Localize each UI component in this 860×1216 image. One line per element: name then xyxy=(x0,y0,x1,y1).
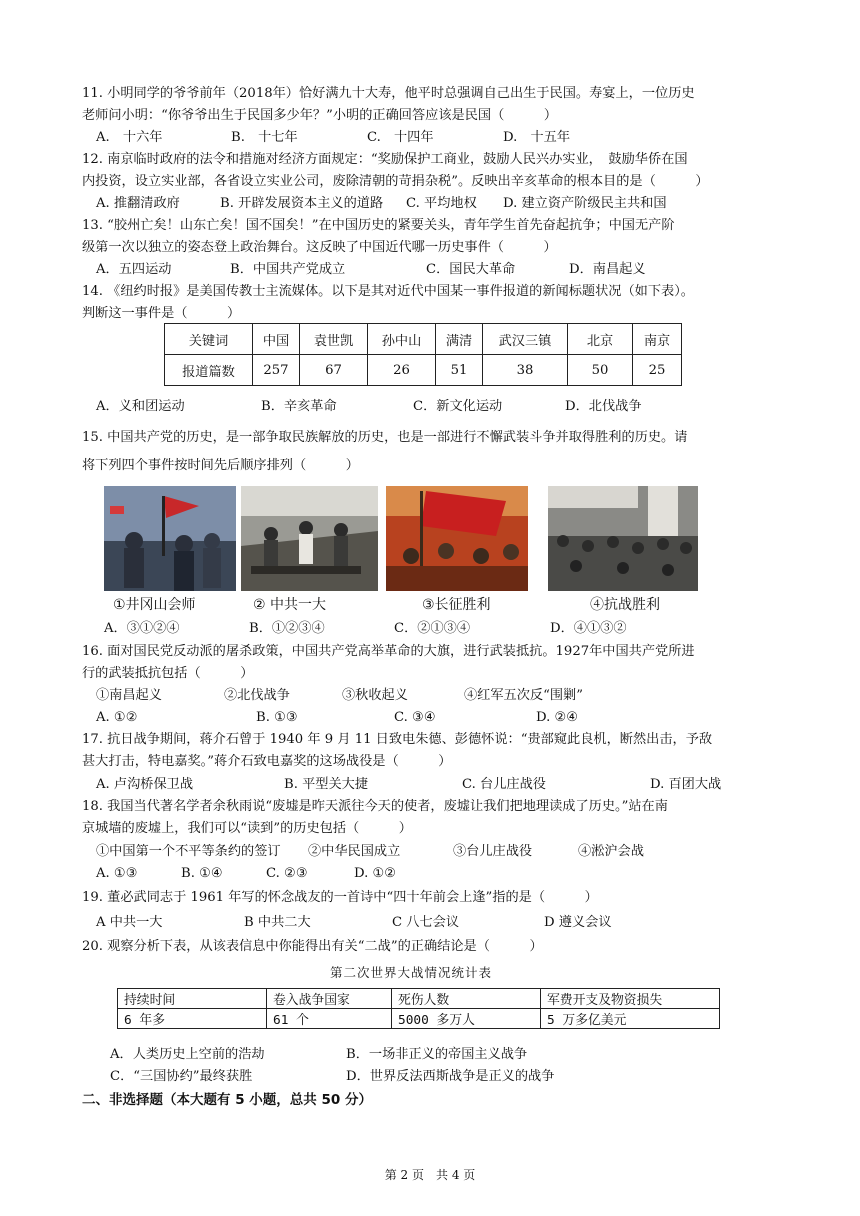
q12-stem-2: 内投资，设立实业部，各省设立实业公司，废除清朝的苛捐杂税”。反映出辛亥革命的根本目的是（ ） xyxy=(82,174,709,189)
q16-items xyxy=(96,686,583,706)
q14-option-b[interactable]: B．辛亥革命 xyxy=(261,399,337,414)
table-cell: 武汉三镇 xyxy=(483,324,568,355)
q20-stem: 20. 观察分析下表，从该表信息中你能得出有关“二战”的正确结论是（ ） xyxy=(82,939,543,954)
q18-option-b[interactable]: B. ①④ xyxy=(181,866,223,881)
q14-stem-2: 判断这一事件是（ ） xyxy=(82,306,241,321)
q16-item: ③秋收起义 xyxy=(342,688,408,703)
table-cell: 25 xyxy=(633,355,682,386)
q18-stem-1: 18. 我国当代著名学者余秋雨说“废墟是昨天派往今天的使者，废墟让我们把地理读成了历史。”站在南 xyxy=(82,799,668,814)
q11-option-a[interactable]: A. 十六年 xyxy=(96,130,163,145)
q19-stem: 19. 董必武同志于 1961 年写的怀念战友的一首诗中“四十年前会上逢”指的是（ ） xyxy=(82,890,598,905)
q16-option-d[interactable]: D. ②④ xyxy=(536,710,579,725)
q12-option-c[interactable]: C. 平均地权 xyxy=(406,196,477,211)
table-cell: 中国 xyxy=(253,324,300,355)
q18-option-d[interactable]: D. ①② xyxy=(354,866,397,881)
q16-option-b[interactable]: B. ①③ xyxy=(256,710,298,725)
q18-items xyxy=(96,842,644,862)
q12-options xyxy=(96,194,667,214)
long-march-victory-image xyxy=(386,486,528,591)
q14-stem-1: 14. 《纽约时报》是美国传教士主流媒体。以下是其对近代中国某一事件报道的新闻标题状况（如下表）。 xyxy=(82,284,694,299)
table-cell: 67 xyxy=(300,355,368,386)
q17-option-b[interactable]: B. 平型关大捷 xyxy=(284,777,369,792)
q14-option-c[interactable]: C．新文化运动 xyxy=(413,399,503,414)
q18-options xyxy=(96,864,396,884)
anti-japanese-victory-image xyxy=(548,486,698,591)
q13-option-a[interactable]: A．五四运动 xyxy=(96,262,172,277)
q14-option-d[interactable]: D．北伐战争 xyxy=(565,399,642,414)
table-cell: 死伤人数 xyxy=(392,989,541,1009)
q20-options-row2 xyxy=(110,1067,554,1087)
q18-stem-2: 京城墙的废墟上，我们可以“读到”的历史包括（ ） xyxy=(82,821,412,836)
q17-option-a[interactable]: A. 卢沟桥保卫战 xyxy=(96,777,194,792)
q20-table xyxy=(117,988,720,1029)
q17-stem-1: 17. 抗日战争期间，蒋介石曾于 1940 年 9 月 11 日致电朱德、彭德怀说：“贵部窥此良机，断然出击，予敌 xyxy=(82,732,713,747)
q11-option-b[interactable]: B. 十七年 xyxy=(231,130,298,145)
q20-option-c[interactable]: C．“三国协约”最终获胜 xyxy=(110,1069,253,1084)
table-cell: 持续时间 xyxy=(118,989,267,1009)
q20-options-row1 xyxy=(110,1045,527,1065)
table-cell: 51 xyxy=(436,355,483,386)
table-cell: 6 年多 xyxy=(118,1009,267,1029)
table-cell: 38 xyxy=(483,355,568,386)
q18-option-a[interactable]: A. ①③ xyxy=(96,866,138,881)
q20-option-a[interactable]: A．人类历史上空前的浩劫 xyxy=(110,1047,265,1062)
table-cell: 军费开支及物资损失 xyxy=(541,989,720,1009)
table-cell: 257 xyxy=(253,355,300,386)
q14-options xyxy=(96,397,642,417)
q12-option-a[interactable]: A. 推翻清政府 xyxy=(96,196,180,211)
q15-stem-2: 将下列四个事件按时间先后顺序排列（ ） xyxy=(82,458,359,473)
table-cell: 南京 xyxy=(633,324,682,355)
q13-option-d[interactable]: D．南昌起义 xyxy=(569,262,646,277)
caption-long-march: ③长征胜利 xyxy=(422,597,491,613)
caption-anti-japanese: ④抗战胜利 xyxy=(590,597,660,613)
q15-option-b[interactable]: B．①②③④ xyxy=(249,621,325,636)
q12-option-d[interactable]: D. 建立资产阶级民主共和国 xyxy=(503,196,667,211)
first-congress-image xyxy=(241,486,378,591)
q15-option-d[interactable]: D．④①③② xyxy=(550,621,627,636)
table-cell: 5 万多亿美元 xyxy=(541,1009,720,1029)
q16-option-a[interactable]: A. ①② xyxy=(96,710,138,725)
table-cell: 满清 xyxy=(436,324,483,355)
q20-option-d[interactable]: D．世界反法西斯战争是正义的战争 xyxy=(346,1069,555,1084)
q16-options xyxy=(96,708,578,728)
q19-option-b[interactable]: B 中共二大 xyxy=(244,915,311,930)
q17-options xyxy=(96,775,721,795)
q14-table xyxy=(164,323,682,386)
table-row xyxy=(118,1009,720,1029)
table-cell: 26 xyxy=(368,355,436,386)
table-cell: 61 个 xyxy=(267,1009,392,1029)
q18-option-c[interactable]: C. ②③ xyxy=(266,866,308,881)
table-cell: 卷入战争国家 xyxy=(267,989,392,1009)
q17-stem-2: 甚大打击，特电嘉奖。”蒋介石致电嘉奖的这场战役是（ ） xyxy=(82,754,452,769)
q15-options xyxy=(104,619,627,639)
q16-stem-1: 16. 面对国民党反动派的屠杀政策，中国共产党高举革命的大旗，进行武装抵抗。1927年中国共产党所进 xyxy=(82,644,695,659)
table-row xyxy=(165,324,682,355)
q13-stem-1: 13. “胶州亡矣！山东亡矣！国不国矣！”在中国历史的紧要关头，青年学生首先奋起抗争；中国无产阶 xyxy=(82,218,675,233)
section-heading: 二、非选择题（本大题有 5 小题，总共 50 分） xyxy=(82,1092,372,1108)
q11-options xyxy=(96,128,570,148)
q13-options xyxy=(96,260,646,280)
q15-option-c[interactable]: C．②①③④ xyxy=(394,621,471,636)
q18-item: ④淞沪会战 xyxy=(578,844,644,859)
table-cell: 袁世凯 xyxy=(300,324,368,355)
q11-stem-2: 老师问小明：“你爷爷出生于民国多少年？”小明的正确回答应该是民国（ ） xyxy=(82,108,558,123)
q13-option-b[interactable]: B．中国共产党成立 xyxy=(230,262,346,277)
q15-option-a[interactable]: A．③①②④ xyxy=(104,621,180,636)
jinggangshan-meeting-image xyxy=(104,486,236,591)
q16-stem-2: 行的武装抵抗包括（ ） xyxy=(82,666,254,681)
q11-option-d[interactable]: D. 十五年 xyxy=(503,130,571,145)
q20-table-title: 第二次世界大战情况统计表 xyxy=(330,965,493,980)
q17-option-c[interactable]: C. 台儿庄战役 xyxy=(462,777,546,792)
caption-jinggangshan: ①井冈山会师 xyxy=(113,597,196,613)
q14-option-a[interactable]: A．义和团运动 xyxy=(96,399,185,414)
q19-options xyxy=(96,913,612,933)
table-cell: 50 xyxy=(568,355,633,386)
q16-item: ④红军五次反“围剿” xyxy=(464,688,583,703)
q19-option-d[interactable]: D 遵义会议 xyxy=(544,915,612,930)
table-row xyxy=(165,355,682,386)
q17-option-d[interactable]: D. 百团大战 xyxy=(650,777,722,792)
q12-option-b[interactable]: B. 开辟发展资本主义的道路 xyxy=(220,196,384,211)
page-footer: 第 2 页 共 4 页 xyxy=(384,1168,476,1182)
table-cell: 5000 多万人 xyxy=(392,1009,541,1029)
q12-stem-1: 12. 南京临时政府的法令和措施对经济方面规定：“奖励保护工商业，鼓励人民兴办实业， 鼓励华侨在国 xyxy=(82,152,688,167)
q18-item: ③台儿庄战役 xyxy=(453,844,533,859)
q18-item: ②中华民国成立 xyxy=(308,844,401,859)
q13-stem-2: 级第一次以独立的姿态登上政治舞台。这反映了中国近代哪一历史事件（ ） xyxy=(82,240,557,255)
q18-item: ①中国第一个不平等条约的签订 xyxy=(96,844,281,859)
q15-stem-1: 15. 中国共产党的历史，是一部争取民族解放的历史，也是一部进行不懈武装斗争并取得胜利的历史。请 xyxy=(82,430,688,445)
q13-option-c[interactable]: C．国民大革命 xyxy=(426,262,516,277)
q19-option-c[interactable]: C 八七会议 xyxy=(392,915,460,930)
q11-stem-1: 11. 小明同学的爷爷前年（2018年）恰好满九十大寿，他平时总强调自己出生于民国。寿宴上，一位历史 xyxy=(82,86,695,101)
table-cell: 孙中山 xyxy=(368,324,436,355)
caption-first-congress: ② 中共一大 xyxy=(253,597,327,613)
table-cell: 关键词 xyxy=(165,324,253,355)
q11-option-c[interactable]: C. 十四年 xyxy=(367,130,434,145)
table-cell: 北京 xyxy=(568,324,633,355)
q16-item: ②北伐战争 xyxy=(224,688,290,703)
q16-option-c[interactable]: C. ③④ xyxy=(394,710,436,725)
q19-option-a[interactable]: A 中共一大 xyxy=(96,915,163,930)
q16-item: ①南昌起义 xyxy=(96,688,162,703)
table-cell: 报道篇数 xyxy=(165,355,253,386)
table-row xyxy=(118,989,720,1009)
q20-option-b[interactable]: B．一场非正义的帝国主义战争 xyxy=(346,1047,528,1062)
